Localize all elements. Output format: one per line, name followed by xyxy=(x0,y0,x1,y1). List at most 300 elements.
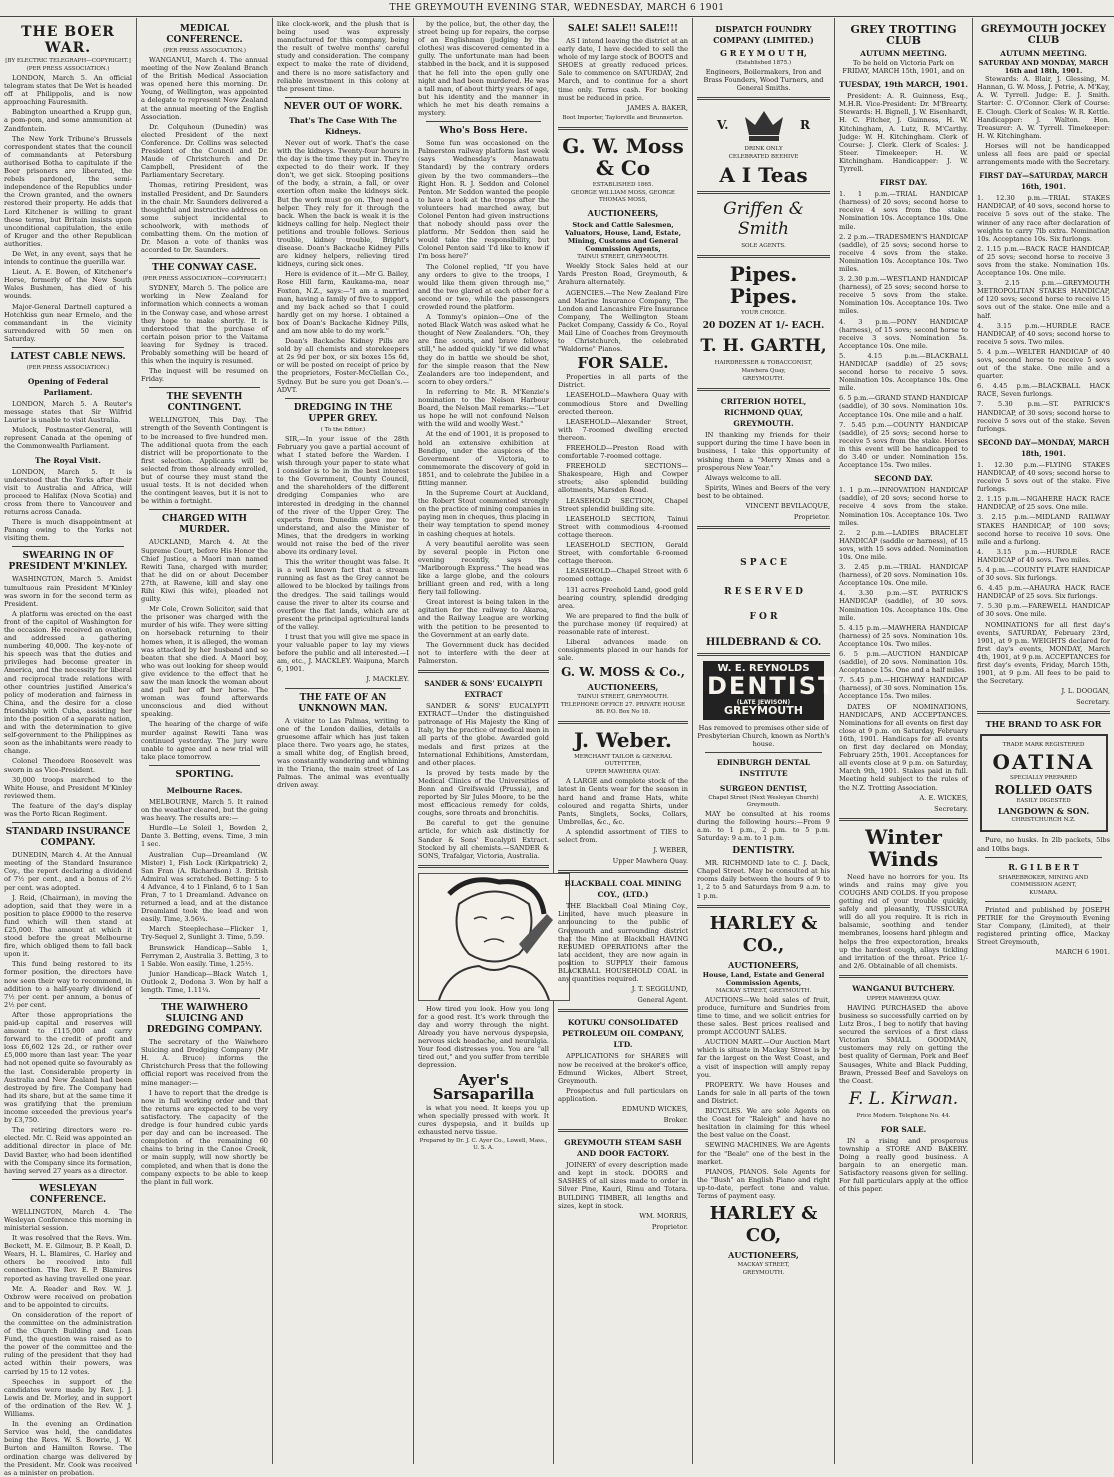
paragraph: AUCTIONS—We hold sales of fruit, produce, furniture and Sundries from time to time, and we solicit entries for these sales. Best prices realised and prompt ACCOUNT SALES. xyxy=(697,995,830,1037)
divider xyxy=(149,765,260,766)
kotuku-body xyxy=(558,1052,688,1103)
paragraph: 1. 1 p.m.—INNOVATION HANDICAP (saddle), of 20 sovs; second horse to receive 4 sovs from the stake. Nomination 10s. Acceptance 10s. Two miles. xyxy=(839,486,968,527)
divider xyxy=(839,975,968,978)
trotting-meeting: AUTUMN MEETING. xyxy=(860,49,947,58)
paragraph: After those appropriations the paid-up capital and reserves will amount to £115,000 and carry forward to the credit of profit and loss £6,602 12s 2d., or rather over £5,000 more than last year. The year had not opened quite so favourably as the last. Considerable property in Australia and New Zealand had been destroyed by fire. The Company had had its share, but at the same time it was gratifying that the premium income exceeded the previous year's by £3,750. xyxy=(4,1010,132,1125)
paragraph: Mulock, Postmaster-General, will represent Canada at the opening of the Commonwealth Parliament. xyxy=(4,426,132,451)
paragraph: A splendid assortment of TIES to select from. xyxy=(558,827,688,844)
mbrearty-body: MAY be consulted at his rooms during the following hours:—From 9 a.m. to 1 p.m., 2 p.m. to 5 p.m. Saturday: 9 a.m. to 1 p.m. xyxy=(697,809,830,843)
paragraph: 3. 2.30 p.m.—WESTLAND HANDICAP (harness), of 25 sovs; second horse to receive 5 sovs from the stake. Nomination 10s. Acceptance 10s. Two miles. xyxy=(839,275,968,316)
oatina-name: OATINA xyxy=(992,750,1095,775)
harley2-town: GREYMOUTH. xyxy=(742,1270,785,1277)
paragraph: It was resolved that the Revs. Wm. Beckett, M. E. Gilmour, B. P. Keall, D. Wears, H. L. Blamires, C. Harley and others be received into full connection. The Rev. E. P. Blamires reported as having travelled one year. xyxy=(4,1234,132,1283)
ayer-credit: Prepared by Dr. J. C. Ayer Co., Lowell, Mass., U. S. A. xyxy=(419,1137,548,1151)
paragraph: WANGANUI, March 4. The annual meeting of the New Zealand Branch of the British Medical Association was opened here this morning. Dr. Young, of Wellington, was appointed a delegate to represent New Zealand at the annual meeting of the English Association. xyxy=(141,56,268,121)
paragraph: LONDON, March 5. An official telegram states that De Wet is headed off at Philippolis, and is now approaching Fauresmith. xyxy=(4,74,132,107)
insurance-body xyxy=(4,851,132,1175)
paragraph: 7. 5.45 p.m.—HIGHWAY HANDICAP (harness), of 30 sovs. Nomination 15s. Acceptance 15s. Two miles. xyxy=(839,676,968,701)
never-out-body xyxy=(277,139,409,394)
weber-body xyxy=(558,777,688,844)
fate-continued xyxy=(418,20,549,117)
paragraph: PIANOS, PIANOS. Sole Agents for the "Bush" an English Piano and right up-to-date, perfect tone and value. Terms of payment easy. xyxy=(697,1167,830,1200)
divider xyxy=(12,822,124,823)
sole-agents: SOLE AGENTS. xyxy=(741,243,786,250)
second-day-races xyxy=(839,486,968,700)
divider xyxy=(418,670,549,673)
paragraph: 4. 3 p.m.—PONY HANDICAP (harness), of 15 sovs; second horse to receive 3 sovs. Nomination 5s. Acceptance 10s. One mile. xyxy=(839,317,968,350)
jockey-note: Horses will not be handicapped unless all fees are paid or special arrangements made with the Secretary. xyxy=(977,141,1110,167)
paragraph: In the Supreme Court at Auckland, the Robert Stout commented strongly on the practice of mining companies in paying men in cheques, thus placing in their way temptation to spend money in cashing cheques at hotels. xyxy=(418,489,549,538)
signature: J. L. DOOGAN, xyxy=(1061,687,1110,696)
notes-body xyxy=(418,388,549,665)
butchery-body: HAVING PURCHASED the above business so successfully carried on by Lutz Bros., I beg to notify that having secured the services of a first class Victorian SMALL GOODMAN, customers may rely on getting the best quality of German, Pork and Beef Sausages, White and Black Pudding, Brawn, Pressed Beef and Saveloys on the Coast. xyxy=(839,1003,968,1085)
divider xyxy=(705,752,822,753)
paragraph: In referring to Mr. R. M'Kenzie's nomination to the Nelson Harbour Board, the Nelson Mail remarks:—"Let us hope he will not confound Nelson with the wild and woolly West." xyxy=(418,387,549,429)
mbrearty-role: SURGEON DENTIST, xyxy=(719,783,808,793)
divider xyxy=(285,398,401,399)
signature: J. WEBER, xyxy=(653,846,688,855)
weber-headline: J. Weber. xyxy=(574,728,672,753)
divider xyxy=(839,818,968,821)
oatina-package xyxy=(980,734,1108,832)
kirwan-sub: Price Modern. Telephone No. 44. xyxy=(856,1112,951,1119)
murder-headline: CHARGED WITH MURDER. xyxy=(161,514,248,536)
ayer-text: How tired you look. How you long for a good rest. It's work through the day and worry through the night. Already you have nervous dyspepsia, nervous sick headache, and neuralgia. Your food distresses you. You are "all tired out," and you suffer from terrible depression. xyxy=(418,1004,549,1070)
trotting-rules: DATES OF NOMINATIONS, HANDICAPS, AND ACCEPTANCES. Nominations for all events on first day close at 9 p.m. on Saturday, February 16th, 1901. Handicaps for all events on first day declared on Monday, February 25th, 1901. Acceptances for all events close at 9 p.m. on Saturday, March 9th, 1901. Stakes paid in full. Meeting held subject to the rules of the N.Z. Trotting Association. xyxy=(839,702,968,792)
paragraph: 1. 12.30 p.m.—TRIAL STAKES HANDICAP, of 40 sovs, second horse to receive 5 sovs out of the stake. The winner of any race after declaration of weights to carry 7lb extra. Nomination 10s. Acceptance 10s. Six furlongs. xyxy=(977,194,1110,243)
paragraph: Properties in all parts of the District. xyxy=(558,373,688,390)
jockey-meeting: AUTUMN MEETING. xyxy=(1000,49,1087,58)
paragraph: AUCTION MART.—Our Auction Mart which is situate in Mackay Street is by far the largest on the West Coast, and a visit of inspection will amply repay you. xyxy=(697,1038,830,1079)
paragraph: LEASEHOLD—Chapel Street with 6 roomed cottage. xyxy=(558,567,688,584)
paragraph: A visitor to Las Palmas, writing to one of the London dailies, details a gruesome affair which has just taken place there. Two years ago, he states, a small white dog, of English breed, was constantly wandering and whining in the Triana, the main street of Las Palmas. The animal was eventually driven away. xyxy=(277,716,409,790)
divider xyxy=(12,347,124,348)
teas-headline: A I Teas xyxy=(719,163,808,188)
divider xyxy=(12,546,124,547)
dentist-late: (LATE JEWISON) xyxy=(736,699,791,707)
harley-headline: HARLEY & CO., xyxy=(709,912,818,956)
paragraph: The secretary of the Waiwhero Sluicing and Dredging Company (Mr H. A. Bruce) informs the Christchurch Press that the following official report was received from the mine manager:— xyxy=(141,1038,268,1087)
first-day-headline: FIRST DAY. xyxy=(879,178,928,188)
divider xyxy=(558,721,688,724)
factory-body xyxy=(558,1161,688,1210)
divider xyxy=(977,711,1110,714)
paragraph: JOINERY of every description made and kept in stock. DOORS and SASHES of all sizes made to order in Silver Pine, Kauri, Rimu and Totara. BUILDING TIMBER, all lengths and sizes, kept in stock. xyxy=(558,1161,688,1210)
paragraph: 7. 5.30 p.m.—FAREWELL HANDICAP of 30 sovs. One mile. xyxy=(977,602,1110,619)
paragraph: LEASEHOLD SECTION, Gerald Street, with comfortable 6-roomed cottage thereon. xyxy=(558,541,688,566)
byline: (PER PRESS ASSOCIATION—COPYRIGHT.) xyxy=(142,276,267,283)
paragraph: The feature of the day's display was the Porto Rican Regiment. xyxy=(4,801,132,819)
garth-role: HAIRDRESSER & TOBACCONIST, xyxy=(714,360,813,367)
kotuku-headline: KOTUKU CONSOLIDATED PETROLEUM OIL COMPANY, LTD. xyxy=(562,1018,684,1050)
sporting-headline: SPORTING. xyxy=(175,769,234,780)
paragraph: Prospectus and full particulars on application. xyxy=(558,1086,688,1103)
races-body xyxy=(141,798,268,994)
paragraph: LEASEHOLD—Alexander Street, with 7-roomed dwelling erected thereon. xyxy=(558,417,688,442)
paragraph: J. Reid, (Chairman), in moving the adoption, said that they were in a position to place £9000 to the reserve fund which will then stand at £25,000. The amount at which it stood before the great Melbourne fire, which obliged them to fall back upon it. xyxy=(4,893,132,959)
paragraph: WASHINGTON, March 5. Amidst tumultuous rain President M'Kinley was sworn in for the second term as President. xyxy=(4,575,132,608)
paragraph: Mr Cole, Crown Solicitor, said that the prisoner was charged with the murder of his wife. They were sitting on horseback returning to their homes when, it is alleged, the woman was attacked by her husband and so beaten that she died. A Maori boy, who was out looking for sheep would give evidence to the effect that he saw the man knock the woman about and pull her off her horse. The woman was found afterwards unconscious and died without speaking. xyxy=(141,605,268,719)
signature-detail: General Agent. xyxy=(637,996,688,1005)
winter-winds-headline: Winter Winds xyxy=(865,824,942,871)
paragraph: Junior Handicap—Black Watch 1, Outlook 2, Dodona 3. Won by half a length. Time, 1.11¼. xyxy=(141,969,268,994)
tired-woman-illustration xyxy=(418,873,570,1001)
paragraph: Never out of work. That's the case with the kidneys. Twenty-four hours in the day is the time they put in. They're expected to do their work. If they don't, we get sick. Stooping positions of the body, a strain, a fall, or over exertion often make the kidneys sick. But the work must go on. They need a helper. They rely for it through the back. When the back is weak it is the kidneys calling for help. Neglect their petitions and trouble follows. Serious trouble, kidney trouble, Bright's disease. Doan's Backache Kidney Pills are kidney helpers, relieving tired kidneys, curing sick ones. xyxy=(277,138,409,269)
divider xyxy=(149,387,260,388)
byline: ( To the Editor.) xyxy=(320,426,366,433)
gw2-role: AUCTIONEERS, xyxy=(587,682,659,693)
paragraph: A LARGE and complete stock of the latest in Gents wear for the season in hard hand and frame Hats, white coloured and regatta Shirts, under Pants, Singlets, Socks, Collars, Umbrellas, &c., &c. xyxy=(558,777,688,826)
signature-detail: Proprietor. xyxy=(793,513,830,522)
harley-sub: House, Land, Estate and General Commission Agents, xyxy=(702,970,825,987)
paragraph: LONDON, March 5. A Reuter's message states that Sir Wilfrid Laurier is unable to visit Australia. xyxy=(4,400,132,425)
paragraph: In the evening an Ordination Service was held, the candidates being the Revs. W. S. Bowrie, J. W. Burton and Hamilton Rowse. The ordination charge was delivered by the President. Mr. Cook was received as a minister on probation. xyxy=(4,1420,132,1477)
contingent-headline: THE SEVENTH CONTINGENT. xyxy=(166,392,243,414)
paragraph: I trust that you will give me space in your valuable paper to lay my views before the public and all interested.—I am, etc., J. MACKLEY. Waipuna, March 6, 1901. xyxy=(277,633,409,674)
foundry-est: (Established 1875.) xyxy=(735,60,792,66)
paragraph: A platform was erected on the east front of the capitol of Washington for the occasion. He received an ovation, and addressed a gathering numbering 40,000. The key-note of his speech was that the duties and privileges had become greater in America, and the necessity for liberal and reciprocal trade relations with other countries justified America's policy of moderation and fairness in China, and the desire for a close friendship with Cuba, assisting her into the position of a separate nation, and with the determination to give self-government to the Philippines as soon as the inhabitants were ready to change. xyxy=(4,609,132,756)
paragraph: SANDER & SONS' EUCALYPTI EXTRACT—Under the distinguished patronage of His Majesty the King of Italy, by the practice of medical men in all parts of the globe. Awarded gold medals and first prizes at the International Exhibitions, Amsterdam, and other places. xyxy=(418,702,549,767)
jockey-dates: SATURDAY AND MONDAY, MARCH 16th and 18th, 1901. xyxy=(978,59,1109,76)
edinburgh-headline: EDINBURGH DENTAL INSTITUTE xyxy=(716,757,811,778)
for-sale-body: IN a rising and prosperous township a STORE AND BAKERY. Doing a really good business. A bargain to an energetic man. Satisfactory reasons given for selling. For full particulars apply at the office of this paper. xyxy=(839,1136,968,1194)
paragraph: THE Blackball Coal Mining Coy., Limited, have much pleasure in announcing to the public of Greymouth and surrounding district that the Mine at Blackball HAVING RESUMED OPERATIONS after the late accident, they are now again in position to SUPPLY their famous BLACKBALL HOUSEHOLD COAL in any quantities required. xyxy=(558,902,688,984)
jockey-club-headline: GREYMOUTH JOCKEY CLUB xyxy=(980,24,1107,46)
gw2-telephone: TELEPHONE OFFICE 27. PRIVATE HOUSE 88. P.O. Box No 18. xyxy=(560,702,686,716)
signature-detail: Secretary. xyxy=(934,804,968,813)
weber-sub: MERCHANT TAILOR & GENERAL OUTFITTER, xyxy=(574,754,672,768)
divider xyxy=(12,1179,124,1180)
paragraph: LEASEHOLD SECTION, Chapel Street splendid building site. xyxy=(558,496,688,513)
paragraph: Thomas, retiring President, was installed President, and Dr. Saunders in the chair. Mr. Saunders delivered a thoughtful and instructive address on some subject incidental to schoolwork, with methods of combatting them. On the motion of Dr. Mason a vote of thanks was accorded to Dr. Saunders. xyxy=(141,181,268,255)
trotting-club-headline: GREY TROTTING CLUB xyxy=(850,23,957,47)
divider xyxy=(149,998,260,999)
paragraph: Be careful to get the genuine article, for which ask distinctly for Sander & Sons' Eucalypti Extract. Stocked by all chemists.—SANDER & SONS, Trafalgar, Victoria, Australia. xyxy=(418,819,549,860)
paragraph: Dr. Colquhoun (Dunedin) was elected President of the next Conference. Dr. Collins was selected President of the Council and Dr. Maude of Christchurch and Dr. Campbell, President of the Parliamentary Secretary. xyxy=(141,122,268,180)
dentist-town: GREYMOUTH xyxy=(724,704,803,718)
paragraph: 2. 2 p.m.—LADIES BRACELET HANDICAP (saddle or harness), of 15 sovs, with 15 sovs added. Nomination 10s. One mile. xyxy=(839,528,968,561)
paragraph: SEWING MACHINES. We are Agents for the "Beale" one of the best in the market. xyxy=(697,1141,830,1166)
paragraph: Mr. A. Reader and Rev. W. J. Oxbrow were received on probation and to be appointed to circuits. xyxy=(4,1284,132,1309)
foundry-place: G R E Y M O U T H, xyxy=(720,48,807,58)
paragraph: Australian Cup—Dreamland (W. Mister) 1, Fish Lock (Kirkpatrick) 2, San Fran (A. Richardson) 3. British Admiral was scratched. Betting: 5 to 4 Advance, 4 to 1 Finland, 6 to 1 San Fran, 7 to 1 Dreamland. Advance on returned a lead, and at the distance Dreamland took the lead and won easily. Time, 3.56¼. xyxy=(141,850,268,924)
royal-visit-body xyxy=(4,468,132,543)
paragraph: IN thanking my friends for their support during the time I have been in business, I take this opportunity of wishing them a "Merry Xmas and a prosperous New Year." xyxy=(697,431,830,472)
byline: (PER PRESS ASSOCIATION.) xyxy=(26,365,110,371)
divider xyxy=(697,388,830,391)
signature-detail: Proprietor. xyxy=(651,1222,688,1231)
paragraph: MELBOURNE, March 5. It rained on the weather cleared, but the going was heavy. The results are:— xyxy=(141,797,268,823)
column-1 xyxy=(0,20,136,1477)
oatina-note: Pure, no husks. In 2lb packets, 5lbs and 10lbs bags. xyxy=(977,836,1110,853)
paragraph: AS I intend leaving the district at an early date, I have decided to sell the whole of my large stock of BOOTS and SHOES at greatly reduced prices. Sale to commence on SATURDAY, 2nd March, and to continue for a short time only. Terms cash. For booking must be reduced in price. xyxy=(558,37,688,102)
royal-visit-headline: The Royal Visit. xyxy=(34,455,101,465)
waiwhero-headline: THE WAIWHERO SLUICING AND DREDGING COMPANY. xyxy=(146,1003,263,1036)
harley-role: AUCTIONEERS, xyxy=(728,959,799,970)
paragraph: AUCKLAND, March 4. At the Supreme Court, before His Honor the Chief Justice, a Maori man named Rewiti Tana, charged with murder, that he did on or about December 27th, at Rawene, kill and slay one Rihi Kiwi (his wife), pleaded not guilty. xyxy=(141,538,268,604)
gw-address: TAINUI STREET, GREYMOUTH. xyxy=(577,254,669,261)
gilbert-town: KUMARA. xyxy=(1029,889,1058,896)
paragraph: The hearing of the charge of wife murder against Rewiti Tana was continued yesterday. The jury were unable to agree and a new trial will take place tomorrow. xyxy=(141,720,268,761)
paragraph: Spirits, Wines and Beers of the very best to be obtained. xyxy=(697,483,830,500)
paragraph: Always welcome to all. xyxy=(705,473,782,482)
paragraph: 4. 3.15 p.m.—HURDLE RACE HANDICAP of 40 sovs. Two miles. xyxy=(977,547,1110,564)
cable-headline: LATEST CABLE NEWS. xyxy=(10,352,126,362)
garth-address: Mawhera Quay, xyxy=(741,368,786,375)
beehive: CELEBRATED BEEHIVE xyxy=(728,154,799,161)
gw-moss2-headline: G. W. MOSS & Co., xyxy=(561,665,685,680)
your-choice: YOUR CHOICE. xyxy=(740,310,787,317)
divider xyxy=(149,509,260,510)
column-6 xyxy=(693,20,837,1460)
paragraph: 131 acres Freehold Land, good gold bearing country, splendid dredging area. xyxy=(558,585,688,610)
divider xyxy=(697,97,830,100)
coal-body xyxy=(558,902,688,983)
byline: (PER PRESS ASSOCIATION.) xyxy=(163,48,246,54)
jockey-second-races xyxy=(977,461,1110,619)
oatina-trademark: TRADE MARK REGISTERED xyxy=(1002,742,1085,749)
signature: J. MACKLEY. xyxy=(366,675,409,684)
factory-headline: GREYMOUTH STEAM SASH AND DOOR FACTORY. xyxy=(564,1138,682,1159)
butchery-headline: WANGANUI BUTCHERY. xyxy=(852,983,955,993)
signature-detail: Upper Mawhera Quay. xyxy=(612,857,688,866)
paragraph: 2. 1.15 p.m.—BACK RACE HANDICAP, of 25 sovs; second horse to receive 3 sovs from the stake. Nomination 10s. Acceptance 10s. One mile. xyxy=(977,244,1110,278)
divider xyxy=(558,870,688,873)
paragraph: 2. 1.15 p.m.—NGAHERE HACK RACE HANDICAP, of 25 sovs. One mile. xyxy=(977,495,1110,512)
dentistry-headline: DENTISTRY. xyxy=(732,846,795,857)
paragraph: We are prepared to find the bulk of the purchase money (if required) at reasonable rate of interest. xyxy=(558,611,688,636)
divider xyxy=(697,526,830,529)
insurance-headline: STANDARD INSURANCE COMPANY. xyxy=(5,827,131,849)
signature: WM. MORRIS, xyxy=(639,1211,688,1220)
boss-body xyxy=(418,139,549,386)
sale-headline: SALE! SALE!! SALE!!! xyxy=(568,24,678,34)
paragraph: 3. 2.45 p.m.—TRIAL HANDICAP (harness), of 20 sovs. Nomination 10s. Acceptance 10s. One mile. xyxy=(839,563,968,588)
signature-detail: Boot Importer, Taylorville and Brunnerton. xyxy=(562,114,684,121)
medical-body xyxy=(141,56,268,254)
sander-headline: SANDER & SONS' EUCALYPTI EXTRACT xyxy=(424,679,543,700)
paragraph: Doan's Backache Kidney Pills are sold by all chemists and storekeepers at 2s 9d per box, or six boxes 15s 6d, or will be posted on receipt of price by the proprietors, Foster-McClellan Co., Sydney. But be sure you get Doan's.—ADVT. xyxy=(277,337,409,394)
paragraph: 5. 4.15 p.m.—BLACKBALL HANDICAP (saddle) of 25 sovs; second horse to receive 5 sovs. Nomination 10s. Acceptance 10s. One mile. xyxy=(839,351,968,393)
trotting-intro: To be held on Victoria Park on FRIDAY, MARCH 15th, 1901, and on xyxy=(842,59,965,76)
parliament-headline: Opening of Federal Parliament. xyxy=(27,377,109,397)
paragraph: by the police, but, the other day, the street being up for repairs, the corpse of an Englishman (judging by the clothes) was discovered cemented in a gully. The unfortunate man had been stabbed in the back, and it is supposed that he fell into the open gully one night and had been murdered. He was a tall man, of about thirty years of age, but his identity and the manner in which he met his death remains a mystery. xyxy=(418,20,549,118)
dentist-ad xyxy=(703,661,837,719)
boss-headline: Who's Boss Here. xyxy=(439,126,528,137)
waiwhero-body xyxy=(141,1038,268,1186)
paragraph: LEASEHOLD SECTION, Tainui Street with commodious 4-roomed cottage thereon. xyxy=(558,514,688,539)
paragraph: SIR,—In your issue of the 28th February you gave a partial account of what I stated before the Warden. I wish through your paper to state what I consider is to be in the best interest to the Government, County Council, and the shareholders of the different dredging Companies who are interested in dredging in the channel of the river of the Upper Grey. The experts from Dunedin gave me to understand, and also the Minister of Mines, that the dredgers in working would not raise the bed of the river above its ordinary level. xyxy=(277,434,409,557)
paragraph: The Colonel replied, "If you have any orders to give to the troops, I would like them given through me," and the two glared at each other for a second or two, while the passengers crowded round the platform. xyxy=(418,262,549,311)
divider xyxy=(149,258,260,259)
divider xyxy=(558,127,688,130)
signature-detail: Broker. xyxy=(663,1116,688,1125)
paragraph: March Steeplechase—Flicker 1, Try-Sequel 2, Sunlight 3. Time, 5.59. xyxy=(141,925,268,942)
criterion-body xyxy=(697,431,830,500)
oatina-place: CHRISTCHURCH N.Z. xyxy=(1011,817,1076,824)
for-sale-body xyxy=(558,373,688,662)
signature: J. T. SEGGLUND, xyxy=(631,985,688,994)
column-8 xyxy=(973,20,1114,1460)
paragraph: FREEHOLD SECTIONS—Shakespeare, High and Cowper streets; also splendid building allotments, Marsden Road. xyxy=(558,462,688,495)
drink-only: DRINK ONLY xyxy=(744,146,783,153)
paragraph: 5. 4 p.m.—WELTER HANDICAP of 40 sovs, second horse to receive 5 sovs out of the stake. One mile and a quarter. xyxy=(977,347,1110,381)
foundry-sub: Engineers, Boilermakers, Iron and Brass Founders, Wood Turners, and General Smiths. xyxy=(703,68,824,93)
sander-body xyxy=(418,702,549,860)
butchery-address: UPPER MAWHERA QUAY. xyxy=(866,995,941,1002)
harley-body xyxy=(697,996,830,1200)
pipes-headline: Pipes. Pipes. xyxy=(729,262,798,309)
sale-body xyxy=(558,37,688,102)
conway-body xyxy=(141,284,268,383)
paragraph: 7. 5.45 p.m.—COUNTY HANDICAP (saddle), of 25 sovs; second horse to receive 5 sovs from the stake. Horses in this event will be handicapped to do 3.40 or under. Nomination 15s. Acceptance 15s. Two miles. xyxy=(839,420,968,470)
paragraph: AGENCIES.—The New Zealand Fire and Marine Insurance Company, The London and Lancashire Fire Insurance Company, The Wellington Steam Packet Company, Cassidy & Co., Royal Mail Line of Coaches from Greymouth to Christchurch, the celebrated "Waldorne" Pianos. xyxy=(558,288,688,354)
races-subhead: Melbourne Races. xyxy=(166,785,243,795)
signature: VINCENT BEVILACQUE, xyxy=(745,502,830,511)
paragraph: 6. 5 p.m.—GRAND STAND HANDICAP (saddle), of 30 sovs. Nomination 10s. Acceptance 10s. One mile and a half. xyxy=(839,394,968,419)
garth-town: GREYMOUTH. xyxy=(742,376,785,383)
gw-moss-headline: G. W. Moss & Co xyxy=(562,133,684,180)
gw-body xyxy=(558,262,688,353)
paragraph: 5. 4 p.m.—COUNTY PLATE HANDICAP of 30 sovs. Six furlongs. xyxy=(977,565,1110,583)
for-sale-headline: FOR SALE. xyxy=(577,354,669,373)
divider xyxy=(697,905,830,908)
oatina-easily: EASILY DIGESTED xyxy=(1016,798,1071,805)
masthead: THE GREYMOUTH EVENING STAR, WEDNESDAY, MARCH 6 1901 xyxy=(0,0,1114,17)
paragraph: Brunswick Handicap—Sable 1, Ferryman 2, Australia 3. Betting, 3 to 1 Sable. Won easily. Time, 1.25½. xyxy=(141,943,268,968)
weber-address: UPPER MAWHERA QUAY. xyxy=(585,769,661,776)
oatina-prep: SPECIALLY PREPARED xyxy=(1010,775,1077,782)
for-sale-headline: FOR SALE. xyxy=(880,1124,927,1134)
wesleyan-headline: WESLEYAN CONFERENCE. xyxy=(29,1183,107,1205)
griffen-smith: Griffen & Smith xyxy=(723,199,804,240)
paragraph: Is proved by tests made by the Medical Clinics of the Universities of Bonn and Greifswald (Prussia), and reported by Sir Jules Moore, to be the most efficacious remedy for colds, coughs, sore throats and bronchitis. xyxy=(418,768,549,818)
paragraph: 7. 5.30 p.m.—ST. PATRICK'S HANDICAP, of 30 sovs; second horse to receive 5 sovs out of the stake. Seven furlongs. xyxy=(977,400,1110,433)
paragraph: Speeches in support of the candidates were made by Rev. J. J. Lewis and Dr. Morley, and in support of the ordination of the Rev. W. J. Williams. xyxy=(4,1377,132,1419)
column-3 xyxy=(273,20,413,1460)
dentist-name: W. E. REYNOLDS xyxy=(717,663,810,675)
never-out-subhead: That's The Case With The xyxy=(289,115,397,125)
murder-body xyxy=(141,538,268,761)
signature: JAMES A. BAKER, xyxy=(627,103,688,112)
royal-crest-icon xyxy=(741,105,787,145)
oatina-maker: LANGDOWN & SON. xyxy=(997,806,1090,817)
paragraph: Some fun was occasioned on the Palmerston railway platform last week (says Wednesday's Manawatu Standard) by the contrary orders given by the two commanders—the Right Hon. R. J. Seddon and Colonel Penton. Mr Seddon wanted the people to have a look at the troops after the volunteers had marched away, but Colonel Penton had given instructions that nobody should pass over the platform. Mr Seddon then said he would take the responsibility, but Colonel Penton said 'I'd like to know if I'm boss here?' xyxy=(418,139,549,261)
column-7 xyxy=(835,20,972,1460)
divider xyxy=(697,255,830,258)
signature-detail: Secretary. xyxy=(1076,698,1110,707)
divider xyxy=(285,688,401,689)
paragraph: Hurdle—Le Soleil 1, Bowden 2, Dante 3. Betting, evens. Time, 3 min 1 sec. xyxy=(141,824,268,849)
winter-winds-body: Need have no horrors for you. Its winds and rains may give you COUGHS AND COLDS. If you propose getting rid of your trouble quickly, safely and pleasantly, TUSSICURA will do all you require. It is rich in balsamic, soothing and tender membranes, loosens hard phlegm and helps the free expectoration, breaks up the hardest cough, allays tickling and irritation of the throat. Price 1/- and 2/6. Obtainable of all chemists. xyxy=(839,872,968,970)
paragraph: Colonel Theodore Roosevelt was sworn in as Vice-President. xyxy=(4,757,132,774)
paragraph: 3. 2.15 p.m.—GREYMOUTH METROPOLITAN STAKES HANDICAP, of 120 sovs; second horse to receive 15 sovs out of the stake. One mile and a half. xyxy=(977,279,1110,320)
divider xyxy=(558,1129,688,1132)
dredging-body xyxy=(277,435,409,674)
paragraph: Weekly Stock Sales held at our Yards Preston Road, Greymouth, & Arahura alternately. xyxy=(558,262,688,287)
paragraph: On consideration of the report of the committee on the administration of the Church Building and Loan Fund, the question was raised as to the power of the committee and the ruling of the president that they had acted within their powers, was carried by 15 to 12 votes. xyxy=(4,1310,132,1376)
paragraph: 4. 3.30 p.m.—ST. PATRICK'S HANDICAP (saddle), of 30 sovs. Nomination 10s. Acceptance 10s. One mile. xyxy=(839,589,968,622)
parliament-body xyxy=(4,400,132,451)
paragraph: At the end of 1901, it is proposed to hold an extensive exhibition at Bendigo, under the auspices of the Government of Victoria, to commemorate the discovery of gold in 1851, and to celebrate the Jubilee in a fitting manner. xyxy=(418,430,549,487)
paragraph: PROPERTY. We have Houses and Lands for sale in all parts of the town and District. xyxy=(697,1080,830,1105)
criterion-headline: CRITERION HOTEL, RICHMOND QUAY, GREYMOUTH. xyxy=(720,397,807,429)
jockey-first-races xyxy=(977,194,1110,433)
paragraph: 30,000 troops marched to the White House, and President M'Kinley reviewed them. xyxy=(4,775,132,800)
paragraph: Babington unearthed a Krupp gun, a pom-pom, and some ammunition at Zandfontein. xyxy=(4,108,132,133)
paragraph: 6. 4.45 p.m.—AHAURA HACK RACE HANDICAP of 25 sovs. Six furlongs. xyxy=(977,584,1110,601)
paragraph: Here is evidence of it.—Mr G. Bailey, Rose Hill farm, Kaukama-ma, near Foxton, N.Z., says:—"I am a married man, having a family of five to support, and my back ached so that I could hardly get on my horse. I obtained a box of Doan's Backache Kidney Pills, and am now able to do my work." xyxy=(277,270,409,335)
dentist-word: DENTIST xyxy=(707,672,837,701)
dozen-price: 20 DOZEN AT 1/- EACH. xyxy=(702,321,825,332)
jockey-second-day: SECOND DAY—MONDAY, MARCH 18th, 1901. xyxy=(977,437,1110,458)
paragraph: The inquest will be resumed on Friday. xyxy=(141,367,268,384)
paragraph: A Tommy's opinion—One of the noted Black Watch was asked what he thought of New Zealanders. "Oh, they are fine scouts, and brave fellows; still," he added quickly "if we did what they do in battle we should be shot, for the simple reason that the New Zealanders are too independent, and scorn to obey orders." xyxy=(418,313,549,386)
jockey-officers: Stewards: A. Blair, J. Glessing, M. Hannan, G. W. Moss, J. Petrie, A. M'Kay, A. W. Tyrrell. Judge: E. J. Smith. Starter: C. O'Connor. Clerk of Course: E. Clough. Clerk of Scales: W. R. Kettle. Handicapper: J. Walton. Hon. Treasurer: A. W. Tyrrell. Timekeeper: H. W. Kitchingham. xyxy=(977,75,1110,140)
brand-headline: THE BRAND TO ASK FOR xyxy=(985,719,1102,730)
never-out-subhead: Kidneys. xyxy=(324,126,362,136)
paragraph: Liberal advances made on consignments placed in our hands for sale. xyxy=(558,638,688,663)
gw-sub: Stock and Cattle Salesmen, Valuators, House, Land, Estate, Mining, Customs and General Commission Agents, xyxy=(565,220,681,254)
mckinley-headline: SWEARING IN OF PRESIDENT M'KINLEY. xyxy=(8,551,128,573)
gw-role: AUCTIONEERS, xyxy=(587,207,659,218)
divider xyxy=(558,1009,688,1012)
garth-headline: T. H. GARTH, xyxy=(700,336,827,357)
paragraph: The Government duck has decided not to interfere with the deer at Palmerston. xyxy=(418,640,549,665)
conway-headline: THE CONWAY CASE. xyxy=(152,263,257,274)
coal-headline: BLACKBALL COAL MINING COY., (LTD.) xyxy=(564,879,682,900)
column-2 xyxy=(137,20,272,1460)
paragraph: The New York Tribune's Brussels correspondent states that the council of commandants at Petersburg authorised Botha to capitulate if the Boer prisoners are liberated, the rebels pardoned, the semi-independence of the Republics under the Crown granted, and the owners restored their property. He adds that Lord Kitchener is willing to grant these terms, but Britain insists upon unconditional capitulation, the exile of Kruger and the other Republican authorities. xyxy=(4,134,132,248)
divider xyxy=(985,857,1102,858)
paragraph: 1. 1 p.m.—TRIAL HANDICAP (harness) of 20 sovs; second horse to receive 4 sovs from the stake. Nomination 10s. Acceptance 10s. One mile. xyxy=(839,190,968,231)
byline: [BY ELECTRIC TELEGRAPH—COPYRIGHT.] xyxy=(5,58,131,64)
paragraph: SYDNEY, March 5. The police are working in New Zealand for information which connects a woman in the Conway case, and whose arrest they hope to make shortly. It is understood that the purchase of certain poison prior to the Vaitama leaving for Sydney is traced. Probably something will be heard of this when the inquiry is resumed. xyxy=(141,284,269,366)
dentistry-body: MR. RICHMOND late to C. J. Dack, Chapel Street. May be consulted at his rooms daily between the hours of 9 to 1, 2 to 5 and Saturdays from 9 a.m. to 1 p.m. xyxy=(697,859,830,900)
paragraph: LEASEHOLD—Mawhera Quay with commodious Store and Dwelling erected thereon. xyxy=(558,391,688,416)
foundry-headline: DISPATCH FOUNDRY COMPANY (LIMITED.) xyxy=(713,24,814,45)
paragraph: 4. 3.15 p.m.—HURDLE RACE HANDICAP, of 40 sovs; second horse to receive 5 sovs. Two miles. xyxy=(977,321,1110,346)
gw-est: ESTABLISHED 1865. xyxy=(592,181,654,188)
divider xyxy=(697,191,830,194)
paragraph: A very beautiful aerolite was seen by several people in Picton one evening recently, says the "Marlborough Express." The head was like a large globe, and the colours brilliant green and red, with a long fiery tail following. xyxy=(418,539,549,597)
column-4 xyxy=(414,20,553,1460)
paragraph: Major-General Dartnell captured a Hotchkiss gun near Ermelo, and the commandant in the vicinity surrendered with 50 men on Saturday. xyxy=(4,302,132,343)
space-reserved: R E S E R V E D xyxy=(724,587,803,598)
paragraph: DUNEDIN, March 4. At the Annual meeting of the Standard Insurance Coy., the report declaring a dividend of 7½ per cent., and a bonus of 2½ per cent. was adopted. xyxy=(4,851,132,892)
divider xyxy=(418,865,549,868)
byline: (PER PRESS ASSOCIATION.) xyxy=(26,66,110,72)
imprint-date: MARCH 6 1901. xyxy=(1055,948,1110,957)
first-day-races xyxy=(839,190,968,469)
never-out-headline: NEVER OUT OF WORK. xyxy=(283,101,403,112)
dredging-headline: DREDGING IN THE UPPER GREY. xyxy=(293,402,393,424)
dentist-note: Has removed to premises other side of Presbyterian Church, known as North's house. xyxy=(697,723,830,748)
ayer-sub: is what you need. It keeps you up when specially pressed with work. It cures dyspepsia, and it builds up exhausted nerve tissue. xyxy=(418,1103,549,1136)
paragraph: There is much disappointment at Panang owing to the Yorks not visiting them. xyxy=(4,518,132,543)
contingent-body xyxy=(141,416,268,505)
paragraph: De Wet, in any event, says that he intends to continue the guerilla war. xyxy=(4,249,132,267)
divider xyxy=(697,653,830,656)
paragraph: 2. 2 p.m.—TRADESMEN'S HANDICAP (saddle), of 25 sovs; second horse to receive 4 sovs from the stake. Nomination 10s. Acceptance 10s. Two miles. xyxy=(839,232,968,273)
trotting-officers: President: A. R. Guinness, Esq., M.H.R. Vice-President: Dr. M'Brearty. Stewards: H. Bignell, J. W. Eisenhardt, H. C. Fitcher, J. Guinness, H. W. Kitchingham, A. Lutz, R. M'Carthy. Judge: W. H. Kitchingham. Clerk of Course: J. Clerk. Clerk of Scales: J. Steer. Timekeeper: H. W. Kitchingham. Handicapper: J. W. Tyrrell. xyxy=(839,92,968,174)
harley2-headline: HARLEY & CO, xyxy=(709,1203,818,1247)
paragraph: FREEHOLD—Preston Road with comfortable 7-roomed cottage. xyxy=(558,444,688,461)
paragraph: 3. 2.15 p.m.—MIDLAND RAILWAY STAKES HANDICAP, of 100 sovs; second horse to receive 10 sovs. One mile and a furlong. xyxy=(977,513,1110,546)
kirwan-headline: F. L. Kirwan. xyxy=(848,1088,959,1109)
gilbert-headline: R. G I L B E R T xyxy=(1008,861,1079,872)
harley2-role: AUCTIONEERS, xyxy=(728,1250,799,1261)
